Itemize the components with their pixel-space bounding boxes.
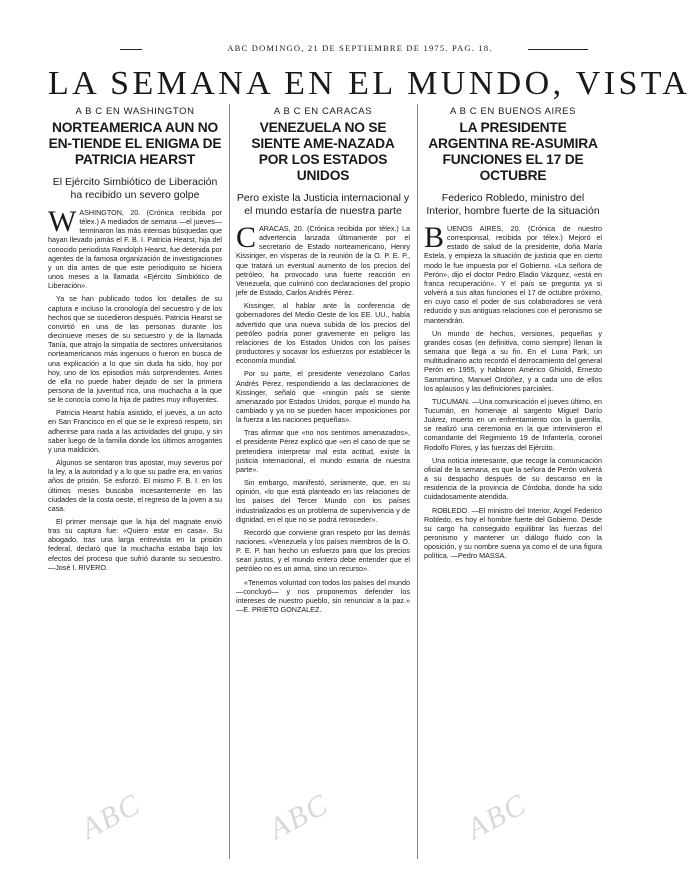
article-paragraph: BUENOS AIRES, 20. (Crónica de nuestro corresponsal, recibida por télex.) Mejoró el estado de salud de la presidente, doña María Estela, y empieza la situación de justicia que en cierto modo le fue impuesta por el Gobierno. «La señora de Perón», dijo el doctor Pedro Eladio Vázquez, «está en franca recuperación». Y el país se pregunta ya si volverá a sus altas funciones el 17 de octubre próximo, en cuyo caso el poder de sus colaboradores se verá reducido y sus antiguas relaciones con el peronismo se mantendrán. <box>424 221 602 325</box>
column-divider-1 <box>229 104 230 859</box>
article-paragraph: Ya se han publicado todos los detalles de su captura e incluso la cronología del secuestro y de los hechos que se sucedieron después. Patricia Hearst se convirtió en una de las personas durante los diecinueve meses de su secuestro y de la llamada Tanía, que atrajo la simpatía de sectores universitarios norteamericanos más ingenuos o fueron en busca de una explicación a lo que sin duda ha sido, hoy por hoy, uno de los episodios más sorprendentes. Antes de ella no puede haber dejado de ser la primera persona de la juventud rica, una muchacha a la que se le conocía como la hija de padres muy influyentes. <box>48 294 222 405</box>
article-kicker: A B C EN CARACAS <box>273 106 373 117</box>
article-body <box>236 221 410 615</box>
article-body <box>48 205 222 572</box>
article-deck: Federico Robledo, ministro del Interior, hombre fuerte de la situación <box>426 192 600 217</box>
article-paragraph: Recordó que conviene gran respeto por las demás naciones. «Venezuela y los países miembros de la O. P. E. P. han hecho un esfuerzo para que los precios sean justos, y el mundo entero debe entender que el petróleo no es un arma, sino un recurso». <box>236 527 410 574</box>
article-paragraph: El primer mensaje que la hija del magnate envió tras su captura fue: «Quiero estar en casa». Su abogado, tras una larga entrevista en la prisión federal, declaró que la muchacha estaba bajo los efectos del proceso que sufrió durante su secuestro. —José I. RIVERO. <box>48 517 222 572</box>
page-title: LA SEMANA EN EL MUNDO, VISTA <box>48 65 690 102</box>
article-paragraph: Un mundo de hechos, versiones, pequeñas y grandes cosas (en definitiva, como siempre) llenan la semana que llega a su fin. En el Luna Park, un multitudinario acto recordó el derrocamiento del general Perón en 1955, y hablaron Américo Ghioldi, Ernesto Sammartino, Manuel Ordóñez, y a cada uno de ellos los aplausos y las definiciones parciales. <box>424 328 602 393</box>
article-headline: LA PRESIDENTE ARGENTINA RE-ASUMIRA FUNCIONES EL 17 DE OCTUBRE <box>428 120 598 183</box>
article-paragraph: TUCUMAN. —Una comunicación el jueves último, en Tucumán, en homenaje al sargento Miguel Darío Juárez, muerto en un enfrentamiento con la guerrilla, se realizó una ceremonia en la que intervinieron el comandante del Regimiento 19 de Infantería, coronel Rodolfo Flores, y las fuerzas del Ejército. <box>424 396 602 452</box>
article-paragraph: Sin embargo, manifestó, seriamente, que, en su opinión, «lo que está planteado en las relaciones de los países del Tercer Mundo con los países industrializados es un problema de supervivencia y de dignidad, en el que no se podrá retroceder». <box>236 478 410 524</box>
article-paragraph: Una noticia interesante, que recoge la comunicación oficial de la semana, es que la señora de Perón volverá a su despacho después de su descanso en la residencia de la provincia de Córdoba, donde ha sido cuidadosamente atendida. <box>424 455 602 502</box>
article-buenos-aires <box>424 104 602 864</box>
abc-watermark: ABC <box>263 787 335 846</box>
article-paragraph: Kissinger, al hablar ante la conferencia de gobernadores del Medio Oeste de los EE. UU., había advertido que una nueva subida de los precios del petróleo podría poner gravemente en peligro las relaciones de los Estados Unidos con los países productores y socavar los esfuerzos por establecer la economía mundial. <box>236 301 410 366</box>
article-caracas <box>236 104 410 864</box>
article-body <box>424 221 602 561</box>
article-paragraph: «Tenemos voluntad con todos los países del mundo —concluyó— y nos proponemos defender los intereses de nuestro pueblo, sin renunciar a la paz.» —E. PRIETO GONZALEZ. <box>236 577 410 615</box>
article-paragraph: Tras afirmar que «no nos sentimos amenazados», el presidente Pérez explicó que «en el caso de que se pretendiera interpretar mal esta actitud, existe la justicia internacional, el mundo estaría de nuestra parte». <box>236 428 410 474</box>
article-paragraph: Algunos se sentaron tras apostar, muy severos por la ley, a la autoridad y a lo que su padre era, en varios años de prisión. Se esforzó. El mismo F. B. I. en los últimos meses buscaba incesantemente en las ciudades de la costa oeste, el regreso de la joven a su casa. <box>48 458 222 513</box>
article-paragraph: ROBLEDO. —El ministro del Interior, Angel Federico Robledo, es hoy el hombre fuerte del Gobierno. Desde su cargo ha conseguido equilibrar las fuerzas del peronismo y mantener un diálogo fluido con la oposición, y su nombre suena ya como el de una figura política. —Pedro MASSA. <box>424 505 602 561</box>
article-paragraph: Por su parte, el presidente venezolano Carlos Andrés Pérez, respondiendo a las declaraciones de Kissinger, señaló que «ningún país se siente amenazado por Estados Unidos, porque el mundo ha cambiado y ya no se pueden hacer imposiciones por la fuerza a las naciones pequeñas». <box>236 369 410 425</box>
column-divider-2 <box>417 104 418 859</box>
running-head-rule-right <box>528 49 588 50</box>
article-kicker: A B C EN BUENOS AIRES <box>449 106 577 117</box>
article-kicker: A B C EN WASHINGTON <box>75 106 195 117</box>
article-washington <box>48 104 222 864</box>
article-deck: El Ejército Simbiótico de Liberación ha recibido un severo golpe <box>52 176 218 201</box>
article-deck: Pero existe la Justicia internacional y el mundo estaría de nuestra parte <box>236 192 410 217</box>
drop-cap: B <box>424 221 445 254</box>
article-paragraph: Patricia Hearst había asistido, el jueves, a un acto en San Francisco en el que se le expresó respeto, sin adherirse para nada a las actividades del grupo, y sin saber luego de la familia donde los últimos arrogantes y una maldición. <box>48 408 222 454</box>
article-headline: VENEZUELA NO SE SIENTE AME-NAZADA POR LOS ESTADOS UNIDOS <box>251 120 395 183</box>
article-paragraph: CARACAS, 20. (Crónica recibida por télex.) La advertencia lanzada últimamente por el secretario de Estado norteamericano, Henry Kissinger, en vísperas de la reunión de la O. P. E. P., que tratará un eventual aumento de los precios del petróleo, ha provocado una fuerte reacción en Venezuela, que culminó con declaraciones del propio jefe de Estado, Carlos Andrés Pérez. <box>236 221 410 298</box>
running-head: ABC DOMINGO, 21 DE SEPTIEMBRE DE 1975. PAG. 18. <box>227 43 493 53</box>
drop-cap: C <box>236 221 257 254</box>
drop-cap: W <box>48 205 77 238</box>
article-headline: NORTEAMERICA AUN NO EN-TIENDE EL ENIGMA DE PATRICIA HEARST <box>48 120 222 167</box>
article-paragraph: WASHINGTON, 20. (Crónica recibida por télex.) A mediados de semana —el jueves— terminaron las más intensas búsquedas que hayan llevado jamás el F. B. I. Patricia Hearst, hija del conocido periodista Randolph Hearst, fue detenida por agentes de la famosa organización de investigaciones y un día antes de que este periodiquito se hiciera unos meses a la llamada «Ejército Simbiótico de Liberación». <box>48 205 222 291</box>
abc-watermark: ABC <box>461 787 533 846</box>
abc-watermark: ABC <box>75 787 147 846</box>
